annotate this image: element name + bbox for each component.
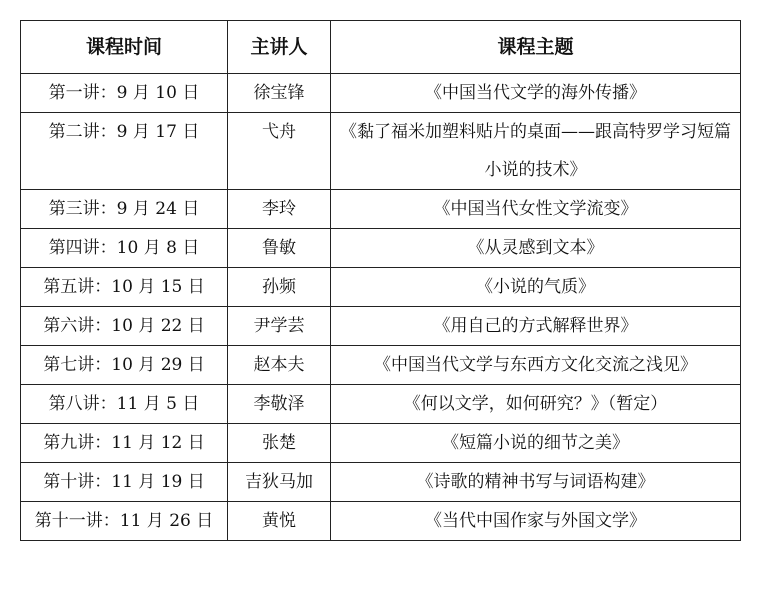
lecture-topic: 《短篇小说的细节之美》 — [331, 424, 741, 463]
lecture-speaker: 徐宝锋 — [228, 74, 331, 113]
lecture-speaker: 吉狄马加 — [228, 463, 331, 502]
lecture-time: 第八讲：11 月 5 日 — [21, 385, 228, 424]
table-row — [21, 74, 741, 113]
lecture-time: 第二讲：9 月 17 日 — [21, 113, 228, 190]
table-header-row — [21, 21, 741, 74]
lecture-speaker: 李敬泽 — [228, 385, 331, 424]
header-topic: 课程主题 — [331, 21, 741, 74]
lecture-speaker: 张楚 — [228, 424, 331, 463]
lecture-time: 第四讲：10 月 8 日 — [21, 229, 228, 268]
lecture-time: 第五讲：10 月 15 日 — [21, 268, 228, 307]
lecture-topic: 《小说的气质》 — [331, 268, 741, 307]
lecture-topic: 《何以文学，如何研究？》（暂定） — [331, 385, 741, 424]
lecture-schedule-table — [20, 20, 741, 541]
lecture-topic: 《用自己的方式解释世界》 — [331, 307, 741, 346]
table-row — [21, 385, 741, 424]
lecture-time: 第十一讲：11 月 26 日 — [21, 502, 228, 541]
lecture-speaker: 黄悦 — [228, 502, 331, 541]
table-row — [21, 190, 741, 229]
lecture-topic: 《黏了福米加塑料贴片的桌面——跟高特罗学习短篇小说的技术》 — [331, 113, 741, 190]
lecture-speaker: 鲁敏 — [228, 229, 331, 268]
table-row — [21, 502, 741, 541]
table-row — [21, 463, 741, 502]
lecture-time: 第十讲：11 月 19 日 — [21, 463, 228, 502]
lecture-speaker: 赵本夫 — [228, 346, 331, 385]
lecture-topic: 《当代中国作家与外国文学》 — [331, 502, 741, 541]
header-time: 课程时间 — [21, 21, 228, 74]
lecture-time: 第九讲：11 月 12 日 — [21, 424, 228, 463]
table-row — [21, 229, 741, 268]
header-speaker: 主讲人 — [228, 21, 331, 74]
lecture-speaker: 弋舟 — [228, 113, 331, 190]
lecture-speaker: 李玲 — [228, 190, 331, 229]
lecture-topic: 《中国当代文学的海外传播》 — [331, 74, 741, 113]
lecture-topic: 《中国当代文学与东西方文化交流之浅见》 — [331, 346, 741, 385]
lecture-speaker: 尹学芸 — [228, 307, 331, 346]
table-row — [21, 268, 741, 307]
table-row — [21, 307, 741, 346]
table-row — [21, 424, 741, 463]
lecture-topic: 《中国当代女性文学流变》 — [331, 190, 741, 229]
lecture-topic: 《诗歌的精神书写与词语构建》 — [331, 463, 741, 502]
table-row — [21, 113, 741, 190]
lecture-speaker: 孙频 — [228, 268, 331, 307]
lecture-time: 第七讲：10 月 29 日 — [21, 346, 228, 385]
lecture-time: 第一讲：9 月 10 日 — [21, 74, 228, 113]
lecture-topic: 《从灵感到文本》 — [331, 229, 741, 268]
lecture-time: 第三讲：9 月 24 日 — [21, 190, 228, 229]
table-row — [21, 346, 741, 385]
lecture-time: 第六讲：10 月 22 日 — [21, 307, 228, 346]
